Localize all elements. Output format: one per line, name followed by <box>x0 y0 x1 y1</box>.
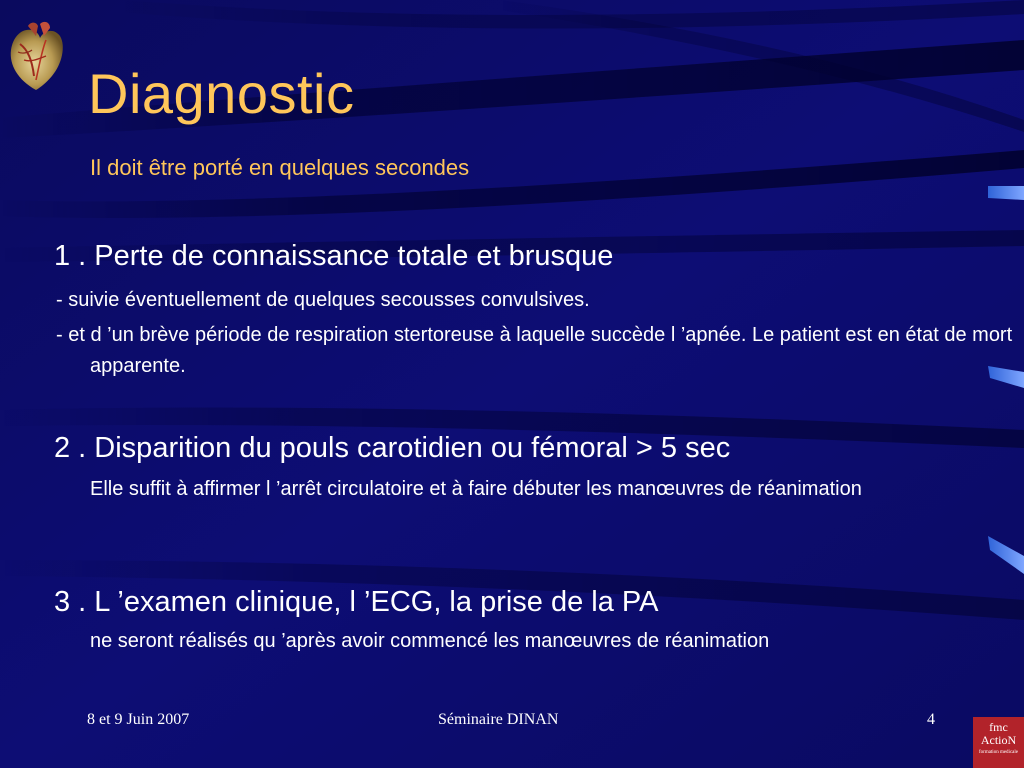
footer-page-number: 4 <box>927 711 935 728</box>
point-2-line-1: Elle suffit à affirmer l ’arrêt circulatoire et à faire débuter les manœuvres de réanimation <box>90 478 862 500</box>
fmc-action-logo <box>973 717 1024 768</box>
point-1-line-2: - et d ’un brève période de respiration stertoreuse à laquelle succède l ’apnée. Le patient est en état de mort apparente. <box>56 324 1013 377</box>
heart-illustration-icon <box>6 20 66 92</box>
point-1-line-1: - suivie éventuellement de quelques secousses convulsives. <box>56 289 590 311</box>
slide-subtitle: Il doit être porté en quelques secondes <box>90 155 470 180</box>
logo-line-2: ActioN <box>980 733 1017 747</box>
logo-line-1: fmc <box>989 720 1008 734</box>
logo-line-3: formation medicale <box>978 750 1018 755</box>
point-2-heading: 2 . Disparition du pouls carotidien ou fémoral > 5 sec <box>54 432 731 464</box>
point-3-line-1: ne seront réalisés qu ’après avoir commencé les manœuvres de réanimation <box>90 630 770 652</box>
point-1-heading: 1 . Perte de connaissance totale et brusque <box>54 240 614 272</box>
footer-event: Séminaire DINAN <box>438 711 559 728</box>
footer-date: 8 et 9 Juin 2007 <box>87 711 190 728</box>
point-3-heading: 3 . L ’examen clinique, l ’ECG, la prise de la PA <box>54 586 659 618</box>
slide-title: Diagnostic <box>88 62 355 125</box>
